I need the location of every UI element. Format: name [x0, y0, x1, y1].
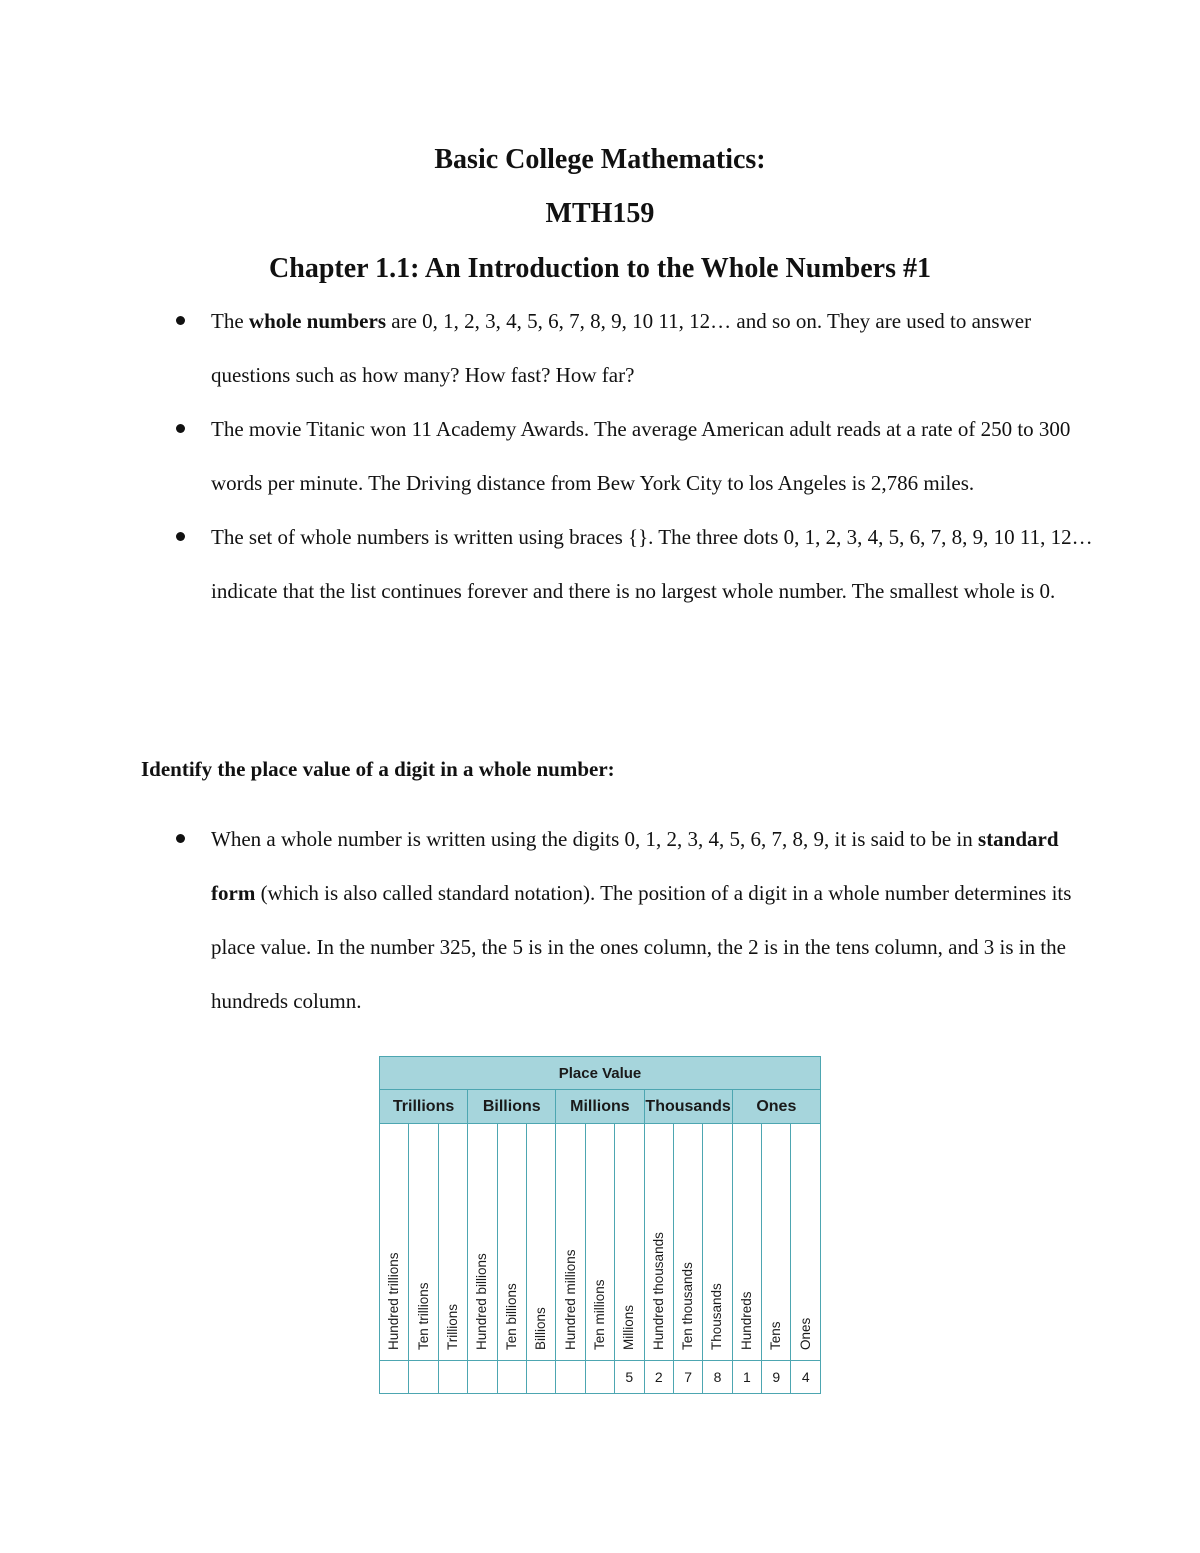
group-ones: Ones	[732, 1090, 820, 1124]
digit-cell	[585, 1360, 614, 1393]
digit-cell: 8	[703, 1360, 732, 1393]
place-name-label: Hundreds	[738, 1291, 754, 1350]
list-item: When a whole number is written using the digits 0, 1, 2, 3, 4, 5, 6, 7, 8, 9, it is said to be in standard form (which is also called standard notation). The position of a digit in a whole number determines its place value. In the number 325, the 5 is in the ones column, the 2 is in the tens column, and 3 is in the hundreds column.	[0, 812, 1200, 1028]
digit-cell: 7	[673, 1360, 702, 1393]
digit-cell	[497, 1360, 526, 1393]
place-name-cell	[791, 1124, 821, 1360]
place-name-label: Ten billions	[503, 1282, 519, 1350]
place-name-cell	[673, 1124, 702, 1360]
place-name-cell	[585, 1124, 614, 1360]
place-name-cell	[409, 1124, 438, 1360]
place-name-label: Trillions	[444, 1303, 460, 1350]
place-name-cell	[762, 1124, 791, 1360]
place-names-row	[380, 1124, 821, 1360]
bullet-icon	[176, 316, 185, 325]
digit-cell: 2	[644, 1360, 673, 1393]
digit-cell	[409, 1360, 438, 1393]
place-value-title: Place Value	[380, 1057, 821, 1090]
place-name-label: Ten thousands	[680, 1261, 696, 1350]
place-value-table	[379, 1056, 821, 1394]
place-name-cell	[615, 1124, 644, 1360]
section-heading: Identify the place value of a digit in a whole number:	[141, 757, 615, 781]
digit-cell: 1	[732, 1360, 761, 1393]
digit-cell: 9	[762, 1360, 791, 1393]
place-name-label: Hundred thousands	[650, 1231, 666, 1350]
place-name-cell	[526, 1124, 555, 1360]
place-name-cell	[497, 1124, 526, 1360]
list-item: The set of whole numbers is written using braces {}. The three dots 0, 1, 2, 3, 4, 5, 6, 7, 8, 9, 10 11, 12… indicate that the list continues forever and there is no largest whole number. The smallest whole is 0.	[0, 510, 1200, 618]
digit-cell	[526, 1360, 555, 1393]
place-name-label: Millions	[621, 1304, 637, 1350]
place-name-label: Thousands	[709, 1282, 725, 1350]
document-title: Basic College Mathematics:	[434, 144, 766, 175]
digits-row	[380, 1360, 821, 1393]
group-billions: Billions	[468, 1090, 556, 1124]
intro-bullet-list	[0, 294, 1200, 618]
place-name-label: Ones	[797, 1317, 813, 1350]
place-name-cell	[468, 1124, 497, 1360]
place-name-cell	[438, 1124, 467, 1360]
place-name-label: Hundred trillions	[386, 1252, 402, 1350]
chapter-title: Chapter 1.1: An Introduction to the Whole Numbers #1	[269, 253, 931, 284]
place-name-label: Ten millions	[591, 1279, 607, 1350]
bold-term: whole numbers	[248, 309, 387, 333]
bullet-icon	[176, 532, 185, 541]
place-name-label: Billions	[533, 1306, 549, 1350]
list-item: The whole numbers are 0, 1, 2, 3, 4, 5, 6, 7, 8, 9, 10 11, 12… and so on. They are used to answer questions such as how many? How fast? How far?	[0, 294, 1200, 402]
bullet-icon	[176, 834, 185, 843]
place-name-label: Tens	[768, 1321, 784, 1350]
place-name-cell	[644, 1124, 673, 1360]
digit-cell	[468, 1360, 497, 1393]
course-code: MTH159	[545, 198, 655, 229]
digit-cell	[438, 1360, 467, 1393]
place-name-label: Hundred billions	[474, 1252, 490, 1350]
digit-cell	[380, 1360, 409, 1393]
group-millions: Millions	[556, 1090, 644, 1124]
group-trillions: Trillions	[380, 1090, 468, 1124]
place-name-cell	[556, 1124, 585, 1360]
place-name-label: Hundred millions	[562, 1249, 578, 1350]
place-name-label: Ten trillions	[415, 1282, 431, 1350]
place-name-cell	[703, 1124, 732, 1360]
digit-cell	[556, 1360, 585, 1393]
group-thousands: Thousands	[644, 1090, 732, 1124]
list-item: The movie Titanic won 11 Academy Awards. The average American adult reads at a rate of 250 to 300 words per minute. The Driving distance from Bew York City to los Angeles is 2,786 miles.	[0, 402, 1200, 510]
digit-cell: 5	[615, 1360, 644, 1393]
bullet-icon	[176, 424, 185, 433]
place-name-cell	[380, 1124, 409, 1360]
place-name-cell	[732, 1124, 761, 1360]
digit-cell: 4	[791, 1360, 821, 1393]
standard-form-bullet-list	[0, 812, 1200, 1028]
bold-term: standard form	[211, 827, 1059, 905]
